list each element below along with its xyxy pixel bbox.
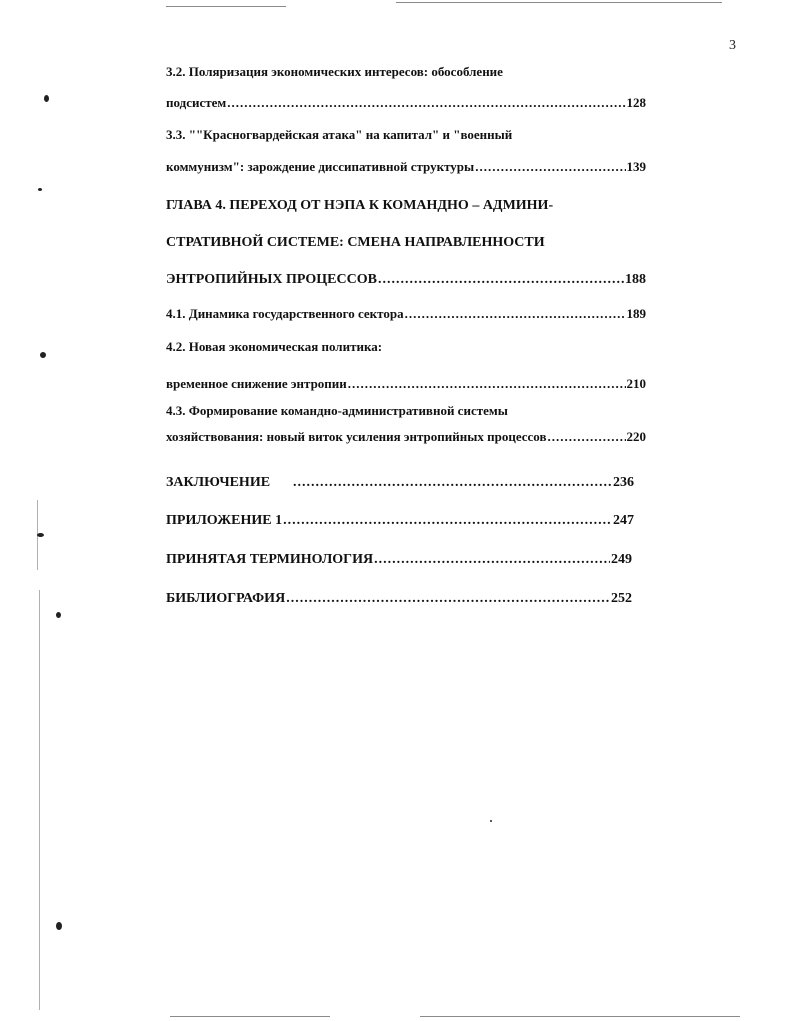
toc-line xyxy=(166,403,646,419)
toc-line xyxy=(166,339,646,355)
scan-speck xyxy=(44,95,49,102)
toc-entry xyxy=(166,159,646,175)
toc-entry-title: коммунизм": зарождение диссипативной структуры xyxy=(166,159,475,174)
toc-leader-dots xyxy=(374,552,610,568)
scan-edge-line-2 xyxy=(39,590,40,1010)
toc-leader-dots xyxy=(227,95,625,111)
scan-speck xyxy=(56,612,61,618)
toc-line xyxy=(166,64,646,80)
toc-entry xyxy=(166,306,646,322)
bottom-rule-right xyxy=(420,1016,740,1017)
toc-entry xyxy=(166,552,632,568)
scan-speck xyxy=(37,533,44,537)
scan-speck xyxy=(38,188,42,191)
toc-text: 3.2. Поляризация экономических интересов: обособление xyxy=(166,64,503,79)
toc-entry-title: подсистем xyxy=(166,95,227,110)
toc-entry-title: хозяйствования: новый виток усиления энтропийных процессов xyxy=(166,429,547,444)
toc-entry-page: 210 xyxy=(626,376,646,391)
toc-entry xyxy=(166,95,646,111)
page-number: 3 xyxy=(729,38,736,53)
toc-text: 4.3. Формирование командно-административной системы xyxy=(166,403,508,418)
toc-entry-title: 4.1. Динамика государственного сектора xyxy=(166,306,404,321)
toc-entry xyxy=(166,513,634,529)
toc-entry-page: 252 xyxy=(611,591,632,606)
toc-entry-page: 247 xyxy=(613,513,634,528)
scan-speck xyxy=(40,352,46,358)
toc-entry-page: 249 xyxy=(611,552,632,567)
toc-entry xyxy=(166,475,634,491)
toc-entry xyxy=(166,272,646,288)
toc-leader-dots xyxy=(293,475,612,491)
toc-leader-dots xyxy=(286,591,610,607)
toc-text: ГЛАВА 4. ПЕРЕХОД ОТ НЭПА К КОМАНДНО – АДМИНИ- xyxy=(166,198,554,213)
toc-entry-title: ЗАКЛЮЧЕНИЕ xyxy=(166,475,271,490)
toc-entry-title: ЭНТРОПИЙНЫХ ПРОЦЕССОВ xyxy=(166,272,377,287)
toc-entry-page: 139 xyxy=(626,159,646,174)
toc-leader-dots xyxy=(475,159,625,175)
top-rule-right xyxy=(396,2,722,3)
toc-leader-dots xyxy=(405,306,626,322)
toc-entry xyxy=(166,429,646,445)
toc-entry-title: временное снижение энтропии xyxy=(166,376,347,391)
toc-line xyxy=(166,127,646,143)
toc-entry xyxy=(166,591,632,607)
toc-entry-page: 128 xyxy=(626,95,646,110)
toc-text: 4.2. Новая экономическая политика: xyxy=(166,339,383,354)
scan-speck xyxy=(56,922,62,930)
toc-chapter-line xyxy=(166,235,646,251)
toc-leader-dots xyxy=(378,272,624,288)
toc-entry-title: ПРИЛОЖЕНИЕ 1 xyxy=(166,513,283,528)
bottom-rule-left xyxy=(170,1016,330,1017)
toc-entry-page: 236 xyxy=(613,475,634,490)
scan-speck xyxy=(490,820,492,822)
toc-entry-page: 188 xyxy=(625,272,646,287)
toc-entry-title: ПРИНЯТАЯ ТЕРМИНОЛОГИЯ xyxy=(166,552,374,567)
toc-leader-dots xyxy=(283,513,612,529)
toc-entry xyxy=(166,376,646,392)
toc-entry-title: БИБЛИОГРАФИЯ xyxy=(166,591,286,606)
toc-text: СТРАТИВНОЙ СИСТЕМЕ: СМЕНА НАПРАВЛЕННОСТИ xyxy=(166,235,545,250)
toc-chapter-line xyxy=(166,198,646,214)
toc-leader-dots xyxy=(547,429,625,445)
toc-entry-page: 189 xyxy=(626,306,646,321)
toc-leader-dots xyxy=(348,376,626,392)
toc-text: 3.3. ""Красногвардейская атака" на капитал" и "военный xyxy=(166,127,513,142)
toc-entry-page: 220 xyxy=(626,429,646,444)
top-rule-left xyxy=(166,6,286,7)
